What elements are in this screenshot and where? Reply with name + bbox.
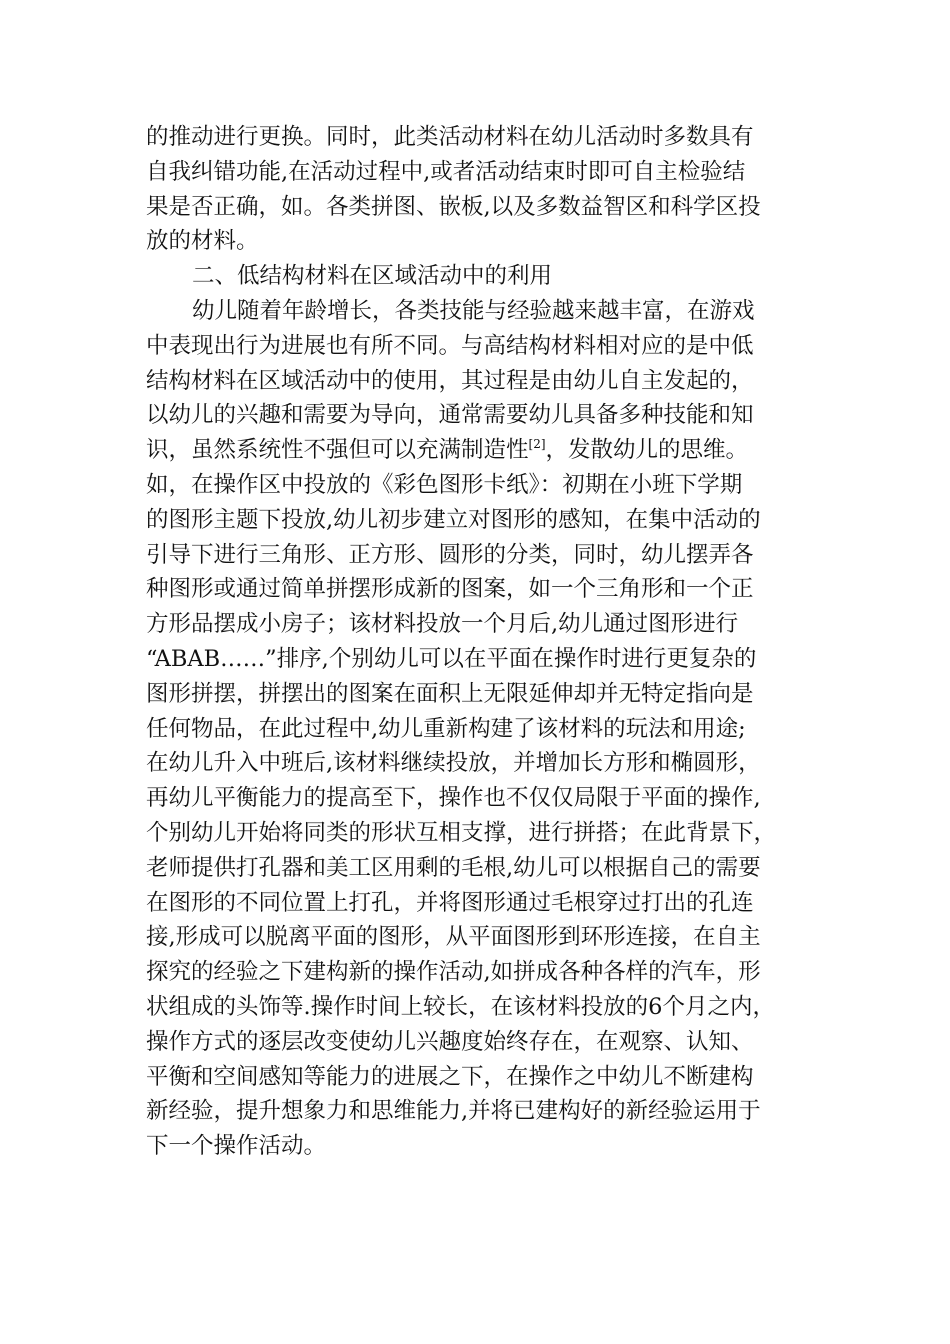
- text-line: 状组成的头饰等.操作时间上较长，在该材料投放的6个月之内，: [146, 993, 775, 1020]
- text-line: 方形品摆成小房子；该材料投放一个月后,幼儿通过图形进行: [146, 611, 739, 638]
- text-line: 操作方式的逐层改变使幼儿兴趣度始终存在，在观察、认知、: [146, 1028, 754, 1055]
- text-line: 再幼儿平衡能力的提高至下，操作也不仅仅局限于平面的操作,: [146, 785, 761, 812]
- text-line-with-citation: [146, 433, 818, 468]
- text-line: 果是否正确，如。各类拼图、嵌板,以及多数益智区和科学区投: [146, 193, 761, 220]
- body-text: [146, 120, 818, 1164]
- text-line: 的推动进行更换。同时，此类活动材料在幼儿活动时多数具有: [146, 124, 754, 150]
- text-line: 下一个操作活动。: [146, 1133, 327, 1160]
- text-line: 自我纠错功能,在活动过程中,或者活动结束时即可自主检验结: [146, 158, 746, 185]
- text-line: 任何物品，在此过程中,幼儿重新构建了该材料的玩法和用途;: [146, 715, 746, 742]
- text-line: 老师提供打孔器和美工区用剩的毛根,幼儿可以根据自己的需要: [146, 854, 761, 881]
- text-line: 的图形主题下投放,幼儿初步建立对图形的感知，在集中活动的: [146, 506, 761, 533]
- text-line: 接,形成可以脱离平面的图形，从平面图形到环形连接，在自主: [146, 924, 761, 951]
- text-line: 结构材料在区域活动中的使用，其过程是由幼儿自主发起的，: [146, 367, 754, 394]
- text-line: 新经验，提升想象力和思维能力,并将已建构好的新经验运用于: [146, 1098, 761, 1125]
- text-line: 中表现出行为进展也有所不同。与高结构材料相对应的是中低: [146, 332, 754, 359]
- text-line: 以幼儿的兴趣和需要为导向，通常需要幼儿具备多种技能和知: [146, 402, 754, 429]
- text-line: 种图形或通过简单拼摆形成新的图案，如一个三角形和一个正: [146, 576, 754, 603]
- text-line: 图形拼摆，拼摆出的图案在面积上无限延伸却并无特定指向是: [146, 680, 754, 707]
- citation-reference: [2]: [528, 437, 546, 452]
- text-line: 平衡和空间感知等能力的进展之下，在操作之中幼儿不断建构: [146, 1063, 754, 1090]
- text-line: 放的材料。: [146, 228, 259, 255]
- text-line: “ABAB……”排序,个别幼儿可以在平面在操作时进行更复杂的: [146, 645, 757, 672]
- section-heading: 二、低结构材料在区域活动中的利用: [192, 263, 553, 290]
- text-line: 引导下进行三角形、正方形、圆形的分类，同时，幼儿摆弄各: [146, 541, 754, 568]
- text-line: 个别幼儿开始将同类的形状互相支撑，进行拼搭；在此背景下，: [146, 819, 777, 846]
- text-line: 探究的经验之下建构新的操作活动,如拼成各种各样的汽车，形: [146, 959, 761, 986]
- text-line: 如，在操作区中投放的《彩色图形卡纸》：初期在小班下学期: [146, 471, 743, 498]
- text-line: 幼儿随着年龄增长，各类技能与经验越来越丰富，在游戏: [192, 297, 755, 324]
- text-segment: ，发散幼儿的思维。: [545, 437, 749, 464]
- text-line: 在幼儿升入中班后,该材料继续投放，并增加长方形和椭圆形，: [146, 750, 761, 777]
- text-line: 在图形的不同位置上打孔，并将图形通过毛根穿过打出的孔连: [146, 889, 754, 916]
- text-segment: 识，虽然系统性不强但可以充满制造性: [146, 437, 529, 464]
